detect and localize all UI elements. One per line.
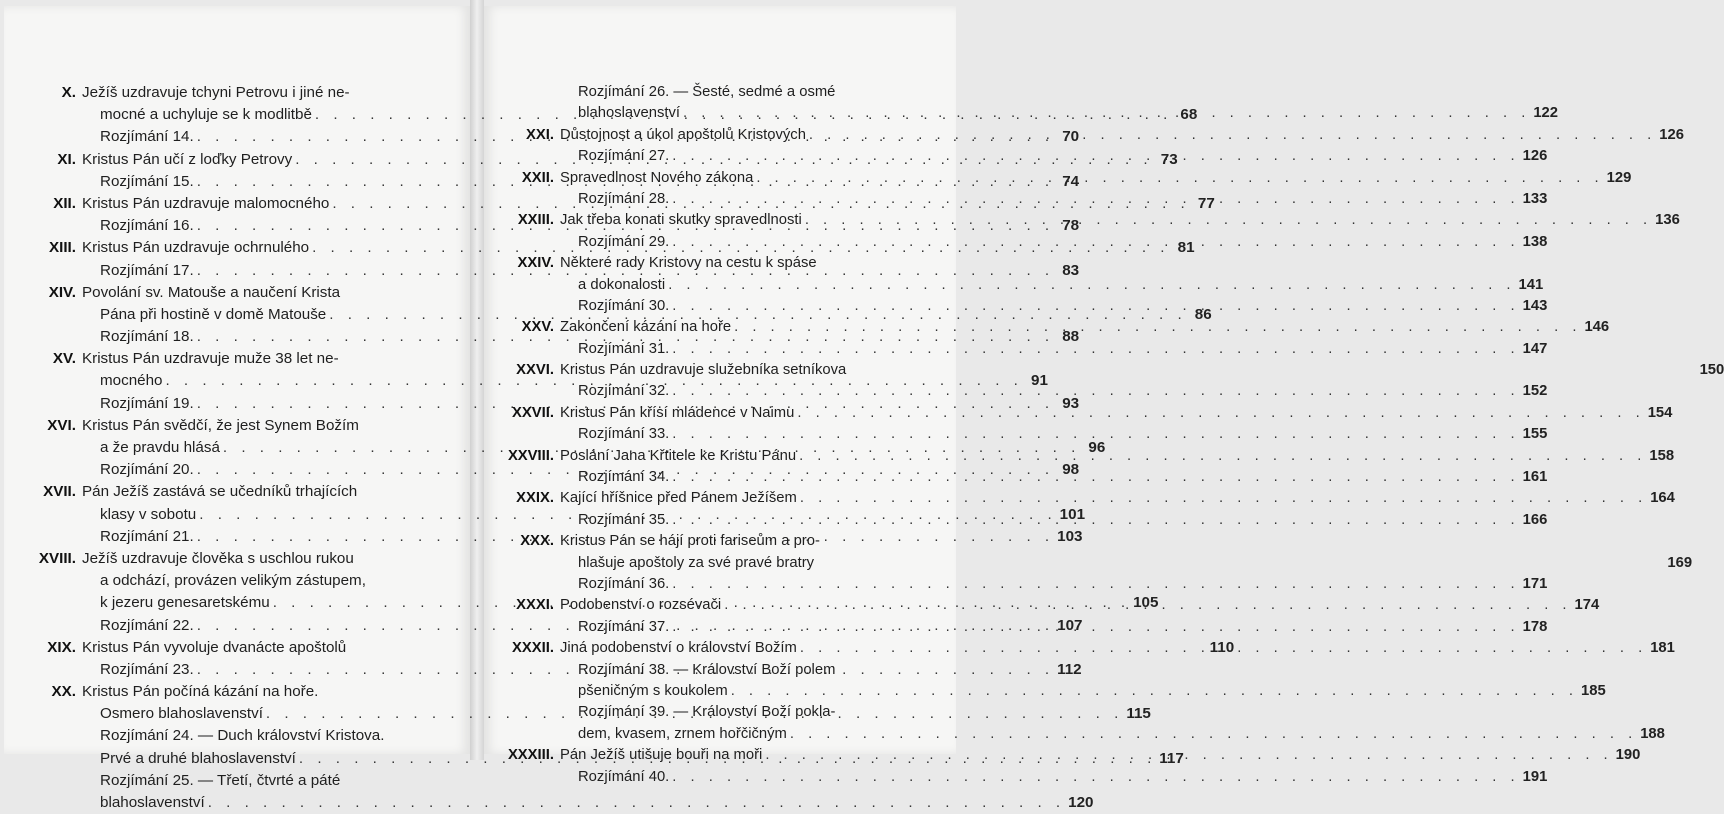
toc-entry xyxy=(82,792,1094,814)
page-number: 166 xyxy=(1522,511,1548,528)
entry-title: Kristus Pán uzdravuje malomocného xyxy=(82,194,330,212)
toc-entry xyxy=(43,481,402,503)
page-number: 188 xyxy=(1640,725,1665,742)
toc-entry xyxy=(560,424,1548,445)
chapter-number: XXIII. xyxy=(517,212,554,229)
entry-title: Rozjímání 40. xyxy=(578,768,670,785)
page-number: 110 xyxy=(1209,638,1235,656)
page-number: 178 xyxy=(1522,618,1548,635)
page-number: 101 xyxy=(1059,505,1086,523)
entry-title: k jezeru genesaretskému xyxy=(100,594,270,612)
entry-title: Rozjímání 30. xyxy=(578,297,670,314)
entry-title: Prvé a druhé blahoslavenství xyxy=(100,749,296,767)
dot-leader xyxy=(669,381,1522,402)
chapter-number: XXV. xyxy=(521,319,554,336)
toc-entry xyxy=(560,767,1548,788)
page-number: 77 xyxy=(1197,194,1215,212)
entry-title: pšeničným s koukolem xyxy=(578,682,728,699)
entry-title: Kristus Pán uzdravuje služebníka setníkova xyxy=(560,362,847,379)
page-number: 103 xyxy=(1057,527,1083,545)
dot-leader xyxy=(669,574,1522,595)
chapter-number: XX. xyxy=(51,683,76,701)
page-number: 126 xyxy=(1659,126,1684,143)
dot-leader xyxy=(794,403,1647,424)
entry-title: Kristus Pán uzdravuje ochrnulého xyxy=(82,239,310,257)
dot-leader xyxy=(669,510,1522,531)
entry-title: Rozjímání 17. xyxy=(100,261,194,279)
dot-leader xyxy=(205,792,1068,814)
chapter-number: XVI. xyxy=(47,416,76,434)
page-number: 154 xyxy=(1647,404,1673,421)
entry-title: Rozjímání 24. — Duch království Kristova. xyxy=(100,727,385,745)
dot-leader xyxy=(669,296,1522,317)
entry-title: Důstojnost a úkol apoštolů Kristových xyxy=(560,126,806,143)
entry-title: Pán Ježíš utišuje bouři na moři xyxy=(560,747,763,764)
entry-title: Rozjímání 39. — Království Boží pokla- xyxy=(578,704,836,721)
entry-title: Rozjímání 21. xyxy=(100,527,194,545)
entry-title: Zakončení kázání na hoře xyxy=(560,319,732,336)
page-number: 122 xyxy=(1533,105,1559,122)
chapter-number: XIV. xyxy=(48,283,76,301)
page-number: 74 xyxy=(1062,172,1080,190)
entry-title: a že pravdu hlásá xyxy=(100,439,220,456)
toc-entry xyxy=(61,82,402,104)
entry-title: Kristus Pán křísí mládence v Naimu xyxy=(560,404,795,421)
entry-title: Kristus Pán se hájí proti fariseům a pro- xyxy=(560,533,820,550)
dot-leader xyxy=(680,103,1533,124)
entry-title: Rozjímání 27. xyxy=(578,148,670,165)
entry-title: Rozjímání 25. — Třetí, čtvrté a páté xyxy=(100,771,341,789)
dot-leader xyxy=(728,681,1581,702)
page-number: 174 xyxy=(1574,597,1600,614)
dot-leader xyxy=(731,317,1584,338)
dot-leader xyxy=(753,168,1606,189)
entry-title: Kristus Pán uzdravuje muže 38 let ne- xyxy=(82,350,339,368)
page-number: 96 xyxy=(1088,439,1106,456)
chapter-number: XIX. xyxy=(47,638,76,656)
page-number: 171 xyxy=(1522,575,1548,592)
page-number: 129 xyxy=(1606,169,1632,186)
page-number: 112 xyxy=(1057,660,1082,678)
toc-entry xyxy=(560,724,1665,745)
entry-title: Kající hříšnice před Pánem Ježíšem xyxy=(560,490,797,507)
toc-entry xyxy=(51,681,402,703)
toc-entry xyxy=(560,702,896,723)
page-number: 150 xyxy=(1699,362,1724,379)
dot-leader xyxy=(797,488,1650,509)
entry-title: Rozjímání 16. xyxy=(100,217,194,235)
dot-leader xyxy=(721,595,1574,616)
entry-title: Rozjímání 34. xyxy=(578,469,670,486)
chapter-number: XXX. xyxy=(520,533,554,550)
chapter-number: XVII. xyxy=(43,483,76,501)
entry-title: klasy v sobotu xyxy=(100,505,197,523)
entry-title: Rozjímání 26. — Šesté, sedmé a osmé xyxy=(578,84,836,100)
page-number: 126 xyxy=(1522,148,1548,165)
toc-entry xyxy=(560,275,1544,296)
entry-title: Ježíš uzdravuje tchyni Petrovu i jiné ne- xyxy=(82,84,350,101)
dot-leader xyxy=(665,275,1518,296)
dot-leader xyxy=(669,339,1522,360)
entry-title: dem, kvasem, zrnem hořčičným xyxy=(578,725,787,742)
page-number: 120 xyxy=(1068,794,1094,811)
chapter-number: XI. xyxy=(57,150,76,168)
toc-entry xyxy=(82,770,402,792)
toc-entry xyxy=(560,339,1548,360)
entry-title: Ježíš uzdravuje člověka s uschlou rukou xyxy=(82,549,354,567)
dot-leader xyxy=(669,189,1522,210)
entry-title: Rozjímání 32. xyxy=(578,383,670,400)
entry-title: Rozjímání 38. — Království Boží polem xyxy=(578,661,836,678)
toc-entry xyxy=(560,574,1548,595)
page-number: 169 xyxy=(1667,554,1693,571)
toc-entry xyxy=(520,531,896,552)
page-number: 115 xyxy=(1126,705,1151,723)
chapter-number: XXVI. xyxy=(516,362,554,379)
entry-title: Poslání Jana Křtitele ke Kristu Pánu xyxy=(560,447,797,464)
page-number: 93 xyxy=(1062,394,1080,412)
toc-entry xyxy=(82,570,402,592)
entry-title: Rozjímání 19. xyxy=(100,394,194,412)
chapter-number: XXXI. xyxy=(516,597,554,614)
entry-title: Pán Ježíš zastává se učedníků trhajících xyxy=(82,483,358,501)
toc-entry xyxy=(560,660,896,681)
toc-entry xyxy=(47,415,402,437)
page-number: 83 xyxy=(1062,261,1080,279)
page-number: 161 xyxy=(1522,469,1548,486)
toc-entry xyxy=(516,488,1675,509)
entry-title: Podobenství o rozsévači xyxy=(560,597,722,614)
entry-title: Rozjímání 18. xyxy=(100,328,194,346)
chapter-number: XXVII. xyxy=(512,404,554,421)
entry-title: Rozjímání 37. xyxy=(578,618,670,635)
toc-entry xyxy=(52,348,402,370)
toc-entry xyxy=(560,553,1693,574)
entry-title: Pána při hostině v domě Matouše xyxy=(100,305,327,323)
toc-entry xyxy=(517,253,896,274)
page-number: 152 xyxy=(1522,383,1548,400)
entry-title: Rozjímání 35. xyxy=(578,511,670,528)
entry-title: hlašuje apoštoly za své pravé bratry xyxy=(578,554,815,571)
dot-leader xyxy=(669,467,1522,488)
toc-entry xyxy=(560,82,896,103)
chapter-number: XXXIII. xyxy=(507,747,554,764)
entry-title: Rozjímání 22. xyxy=(100,616,194,634)
page-number: 88 xyxy=(1062,328,1080,346)
entry-title: Rozjímání 23. xyxy=(100,660,194,678)
dot-leader xyxy=(797,638,1650,659)
entry-title: a odchází, provázen velikým zástupem, xyxy=(100,572,366,590)
entry-title: a dokonalosti xyxy=(578,276,666,293)
toc-entry xyxy=(48,282,402,304)
dot-leader xyxy=(806,125,1659,146)
entry-title: mocného xyxy=(100,372,163,390)
chapter-number: XV. xyxy=(52,350,76,368)
dot-leader xyxy=(669,232,1522,253)
page-number: 191 xyxy=(1522,768,1548,785)
toc-entry xyxy=(560,681,1606,702)
dot-leader xyxy=(762,745,1615,766)
page-number: 141 xyxy=(1518,276,1544,293)
dot-leader xyxy=(787,724,1640,745)
page-number: 105 xyxy=(1133,594,1159,612)
chapter-number: XXIV. xyxy=(517,255,554,272)
entry-title: Rozjímání 28. xyxy=(578,190,670,207)
page-number: 164 xyxy=(1650,490,1675,507)
page-number: 185 xyxy=(1581,682,1606,699)
entry-title: Rozjímání 33. xyxy=(578,426,670,443)
page-number: 107 xyxy=(1057,616,1083,634)
entry-title: Rozjímání 36. xyxy=(578,575,670,592)
chapter-number: XVIII. xyxy=(38,549,76,567)
chapter-number: X. xyxy=(61,84,76,101)
toc-entry xyxy=(82,725,402,747)
dot-leader xyxy=(802,210,1655,231)
entry-title: Jak třeba konati skutky spravedlnosti xyxy=(560,212,802,229)
page-number: 78 xyxy=(1062,217,1080,235)
chapter-number: XXXII. xyxy=(512,640,554,657)
entry-title: Jiná podobenství o království Božím xyxy=(560,640,797,657)
page-number: 133 xyxy=(1522,190,1548,207)
entry-title: Kristus Pán počíná kázání na hoře. xyxy=(82,683,319,701)
chapter-number: XII. xyxy=(53,194,76,212)
entry-title: mocné a uchyluje se k modlitbě xyxy=(100,106,312,124)
chapter-number: XIII. xyxy=(48,239,76,257)
page-number: 181 xyxy=(1650,640,1675,657)
chapter-number: XXVIII. xyxy=(507,447,554,464)
dot-leader xyxy=(669,424,1522,445)
entry-title: Osmero blahoslavenství xyxy=(100,705,263,723)
chapter-number: XXII. xyxy=(521,169,554,186)
page-number: 68 xyxy=(1180,106,1198,124)
entry-title: Kristus Pán vyvoluje dvanácte apoštolů xyxy=(82,638,347,656)
chapter-number: XXI. xyxy=(526,126,554,143)
chapter-number: XXIX. xyxy=(516,490,554,507)
page-number: 155 xyxy=(1522,426,1548,443)
entry-title: Rozjímání 20. xyxy=(100,461,194,479)
page-number: 190 xyxy=(1615,747,1641,764)
page-number: 91 xyxy=(1031,372,1048,390)
page-number: 138 xyxy=(1522,233,1548,250)
entry-title: Kristus Pán učí z loďky Petrovy xyxy=(82,150,293,168)
entry-title: Rozjímání 14. xyxy=(100,128,194,146)
page-number: 147 xyxy=(1522,340,1548,357)
page-number: 98 xyxy=(1062,461,1080,479)
dot-leader xyxy=(669,146,1522,167)
toc-entry xyxy=(38,548,402,570)
entry-title: Rozjímání 29. xyxy=(578,233,670,250)
page-number: 143 xyxy=(1522,297,1548,314)
entry-title: Kristus Pán svědčí, že jest Synem Božím xyxy=(82,416,359,434)
page-number: 158 xyxy=(1649,447,1675,464)
page-number: 146 xyxy=(1584,319,1610,336)
page-number: 70 xyxy=(1062,128,1080,146)
page-number: 73 xyxy=(1160,150,1178,168)
entry-title: blahoslavenství xyxy=(100,794,205,811)
entry-title: blahoslavenství xyxy=(578,105,680,122)
entry-title: Spravedlnost Nového zákona xyxy=(560,169,754,186)
entry-title: Povolání sv. Matouše a naučení Krista xyxy=(82,283,341,301)
page-number: 81 xyxy=(1177,239,1195,257)
page-number: 86 xyxy=(1194,305,1212,323)
dot-leader xyxy=(669,767,1522,788)
entry-title: Rozjímání 31. xyxy=(578,340,670,357)
entry-title: Některé rady Kristovy na cestu k spáse xyxy=(560,255,817,272)
page-number: 117 xyxy=(1159,749,1184,767)
page-number: 136 xyxy=(1655,212,1680,229)
entry-title: Rozjímání 15. xyxy=(100,172,194,190)
dot-leader xyxy=(669,617,1522,638)
dot-leader xyxy=(796,446,1649,467)
